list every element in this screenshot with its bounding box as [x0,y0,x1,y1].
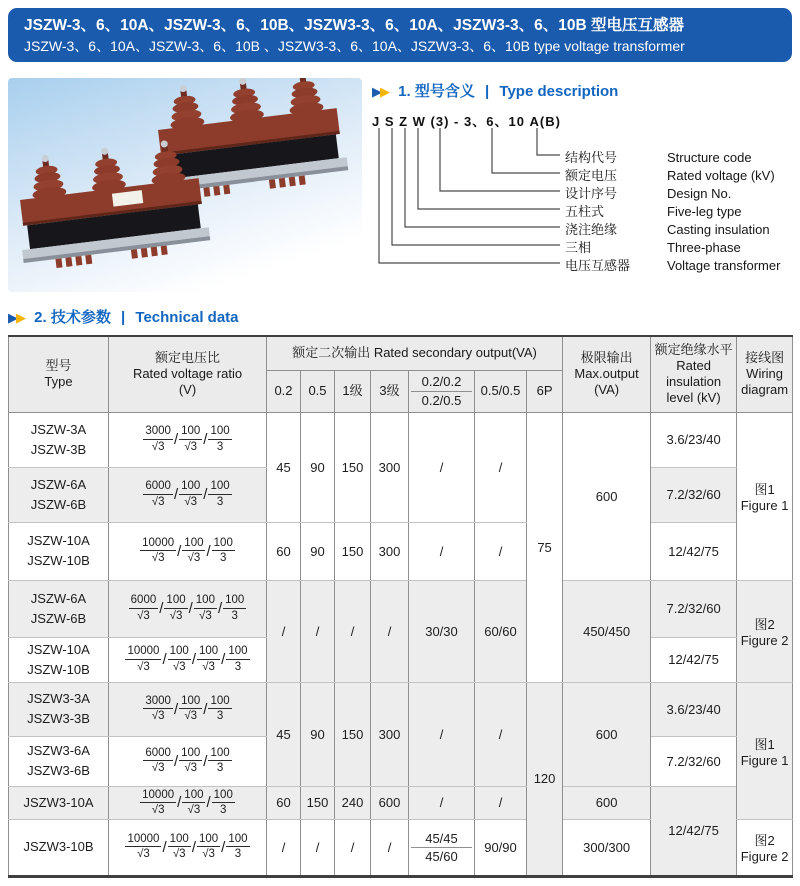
col-subheader: 6P [527,370,563,412]
col-header-ratio: 额定电压比 Rated voltage ratio (V) [109,336,267,412]
ratio-fraction: $\frac{100}{√3}$ [169,833,189,861]
table-cell: / [409,522,475,580]
section2-title [8,306,792,327]
diagram-label-zh: 五柱式 [565,204,605,219]
fraction-separator: / [177,542,182,560]
table-cell: 45 [267,412,301,522]
table-cell: 7.2/32/60 [651,580,737,637]
model-name-cell [9,522,109,580]
diagram-label-zh: 额定电压 [565,168,618,183]
table-cell: 90 [301,412,335,522]
ratio-cell [109,819,267,876]
title-banner [8,8,792,62]
table-cell: 60/60 [475,580,527,682]
arrow-icon: ▶ [16,310,24,325]
arrow-icon: ▶ [8,310,16,325]
ratio-cell [109,467,267,522]
table-cell: 600 [563,786,651,819]
table-cell: 图2 Figure 2 [737,580,793,682]
fraction-separator: / [173,431,179,448]
section1-zh: 1. 型号含义 [398,83,475,100]
table-cell: 90 [301,522,335,580]
fraction-separator: / [203,700,208,718]
table-cell: / [371,580,409,682]
fraction-separator: / [177,794,182,812]
arrow-icon: ▶ [380,84,388,99]
section2-zh: 2. 技术参数 [34,309,111,326]
ratio-cell [109,522,267,580]
col-subheader: 0.5 [301,370,335,412]
diagram-label-en: Casting insulation [667,222,770,237]
ratio-fraction: $\frac{100}{√3}$ [198,645,219,673]
top-content-row [8,78,792,292]
ratio-fraction: $\frac{100}{√3}$ [181,694,201,722]
diagram-label-zh: 三相 [565,240,592,255]
fraction-separator: / [203,752,208,770]
col-subheader: 3级 [371,370,409,412]
model-name: JSZW3-3B [27,711,90,726]
ratio-fraction: $\frac{100}{√3}$ [198,833,219,861]
model-name-cell [9,637,109,682]
col-header-type: 型号 Type [9,336,109,412]
arrow-icon: ▶ [372,84,380,99]
model-name: JSZW3-10B [23,839,94,855]
table-cell: 12/42/75 [651,522,737,580]
table-cell: / [335,819,371,876]
diagram-label [565,237,741,256]
transformer-illustration [8,78,362,292]
table-cell: 150 [335,682,371,786]
table-cell: 30/30 [409,580,475,682]
title-zh: JSZW-3、6、10A、JSZW-3、6、10B、JSZW3-3、6、10A、JSZW3-3、6、10B 型电压互感器 [24,17,684,34]
ratio-fraction: $\frac{100}{3}$ [210,425,230,453]
table-cell: 240 [335,786,371,819]
ratio-fraction: $\frac{100}{√3}$ [195,594,215,622]
table-cell: / [335,580,371,682]
diagram-label [565,183,731,202]
fraction-separator: / [206,794,211,812]
diagram-label-en: Design No. [667,186,732,201]
model-name: JSZW-6B [30,496,87,512]
diagram-label [565,201,741,220]
diagram-label-zh: 浇注绝缘 [565,222,618,237]
model-name: JSZW3-10A [23,794,94,810]
section-separator: | [121,309,126,326]
model-name-cell [9,467,109,522]
ratio-fraction: $\frac{3000}{√3}$ [145,694,171,722]
section1-en: Type description [499,83,619,100]
model-name: JSZW3-6A [27,743,90,758]
table-cell: 600 [563,412,651,580]
ratio-fraction: $\frac{100}{√3}$ [181,746,201,774]
fraction-separator: / [173,486,179,503]
diagram-label-en: Three-phase [667,240,741,255]
fraction-separator: / [221,651,226,668]
technical-data-table [8,335,793,878]
model-name-cell [9,819,109,876]
section-separator: | [485,83,490,100]
table-cell: 12/42/75 [651,637,737,682]
diagram-label-zh: 设计序号 [565,186,618,201]
model-code: J S Z W (3) - 3、6、10 A(B) [372,114,561,129]
table-cell: 150 [301,786,335,819]
model-name: JSZW-6A [30,476,87,492]
ratio-fraction: $\frac{100}{√3}$ [181,480,201,508]
ratio-fraction: $\frac{100}{√3}$ [184,536,204,564]
table-cell: 3.6/23/40 [651,682,737,736]
model-name-cell [9,580,109,637]
table-cell: / [267,580,301,682]
table-cell: 7.2/32/60 [651,736,737,786]
ratio-cell [109,637,267,682]
ratio-fraction: $\frac{100}{3}$ [228,645,248,673]
diagram-labels [372,111,792,283]
ratio-fraction: $\frac{10000}{√3}$ [142,788,175,816]
table-cell: / [475,412,527,522]
model-name-cell [9,682,109,736]
section2-en: Technical data [135,309,239,326]
section1-title [372,80,792,101]
ratio-fraction: $\frac{100}{3}$ [210,746,230,774]
table-cell: 45/45 45/60 [409,819,475,876]
ratio-cell [109,736,267,786]
diagram-label-en: Five-leg type [667,204,742,219]
table-cell: 450/450 [563,580,651,682]
diagram-label [565,165,775,184]
diagram-label-en: Rated voltage (kV) [667,168,775,183]
table-cell: / [371,819,409,876]
table-cell: 120 [527,682,563,876]
model-name: JSZW-3B [30,441,87,457]
table-cell: 图2 Figure 2 [737,819,793,876]
col-header-insulation: 额定绝缘水平 Rated insulation level (kV) [651,336,737,412]
table-cell: 600 [371,786,409,819]
ratio-fraction: $\frac{100}{3}$ [228,833,248,861]
ratio-fraction: $\frac{6000}{√3}$ [130,594,157,622]
model-name: JSZW-10B [27,661,90,677]
table-cell: 45 [267,682,301,786]
col-header-secondary: 额定二次输出 Rated secondary output(VA) [267,336,563,370]
fraction-separator: / [191,838,196,856]
diagram-label [565,255,780,274]
table-cell: 60 [267,786,301,819]
col-subheader: 1级 [335,370,371,412]
ratio-fraction: $\frac{100}{√3}$ [169,645,189,673]
col-header-wiring: 接线图 Wiring diagram [737,336,793,412]
model-name-cell [9,786,109,819]
col-subheader: 0.2 [267,370,301,412]
table-cell: 图1 Figure 1 [737,412,793,580]
fraction-separator: / [159,600,164,617]
diagram-label [565,147,752,166]
model-name: JSZW3-6B [27,763,90,778]
fraction-separator: / [203,431,208,448]
model-name: JSZW-10A [27,533,90,548]
diagram-label-en: Voltage transformer [667,258,781,273]
table-cell: 300/300 [563,819,651,876]
table-cell: / [267,819,301,876]
ratio-cell [109,682,267,736]
model-name: JSZW-6A [30,590,87,606]
table-cell: 12/42/75 [651,786,737,876]
ratio-fraction: $\frac{100}{3}$ [210,480,230,508]
diagram-label [565,219,770,238]
col-subheader: 0.2/0.2 0.2/0.5 [409,370,475,412]
ratio-fraction: $\frac{100}{√3}$ [166,594,186,622]
col-subheader: 0.5/0.5 [475,370,527,412]
table-cell: 300 [371,682,409,786]
table-cell: / [409,682,475,786]
fraction-separator: / [206,542,211,560]
ratio-fraction: $\frac{10000}{√3}$ [142,536,175,564]
fraction-separator: / [188,600,193,617]
fraction-separator: / [217,600,223,617]
title-en: JSZW-3、6、10A、JSZW-3、6、10B 、JSZW3-3、6、10A、JSZW3-3、6、10B type voltage transformer [24,38,685,54]
table-cell: 600 [563,682,651,786]
table-cell: / [409,412,475,522]
table-cell: 90 [301,682,335,786]
ratio-fraction: $\frac{10000}{√3}$ [127,833,160,861]
model-name: JSZW-10A [27,641,90,657]
ratio-fraction: $\frac{10000}{√3}$ [127,645,160,673]
col-header-max: 极限输出 Max.output (VA) [563,336,651,412]
diagram-label-zh: 结构代号 [565,150,618,165]
fraction-separator: / [162,651,167,668]
model-name: JSZW-6B [30,610,87,626]
model-name: JSZW-10B [27,553,90,568]
product-photo [8,78,362,292]
table-cell: 图1 Figure 1 [737,682,793,819]
table-cell: 300 [371,412,409,522]
table-cell: 90/90 [475,819,527,876]
table-cell: / [475,786,527,819]
diagram-label-en: Structure code [667,150,752,165]
model-name: JSZW3-3A [27,691,90,706]
ratio-fraction: $\frac{6000}{√3}$ [145,480,171,508]
table-cell: 150 [335,522,371,580]
table-cell: 300 [371,522,409,580]
table-cell: 3.6/23/40 [651,412,737,467]
type-description-column [362,78,792,292]
table-cell: / [409,786,475,819]
model-diagram [372,111,792,283]
fraction-separator: / [173,700,179,718]
model-name: JSZW-3A [30,421,87,437]
datasheet-page [0,8,800,878]
table-cell: 150 [335,412,371,522]
ratio-fraction: $\frac{100}{√3}$ [184,788,204,816]
fraction-separator: / [173,752,179,770]
diagram-label-zh: 电压互感器 [565,258,631,273]
fraction-separator: / [162,838,167,856]
table-cell: 60 [267,522,301,580]
table-cell: 7.2/32/60 [651,467,737,522]
table-cell: / [475,682,527,786]
ratio-cell [109,786,267,819]
fraction-separator: / [221,838,226,856]
table-cell: / [301,580,335,682]
fraction-separator: / [203,486,208,503]
table-cell: 75 [527,412,563,682]
ratio-fraction: $\frac{100}{3}$ [210,694,230,722]
fraction-separator: / [191,651,196,668]
table-cell: / [301,819,335,876]
ratio-fraction: $\frac{100}{3}$ [213,788,233,816]
table-cell: / [475,522,527,580]
ratio-cell [109,412,267,467]
ratio-fraction: $\frac{6000}{√3}$ [145,746,171,774]
model-name-cell [9,736,109,786]
model-name-cell [9,412,109,467]
ratio-fraction: $\frac{3000}{√3}$ [145,425,171,453]
ratio-cell [109,580,267,637]
ratio-fraction: $\frac{100}{3}$ [225,594,245,622]
ratio-fraction: $\frac{100}{3}$ [213,536,233,564]
ratio-fraction: $\frac{100}{√3}$ [181,425,201,453]
